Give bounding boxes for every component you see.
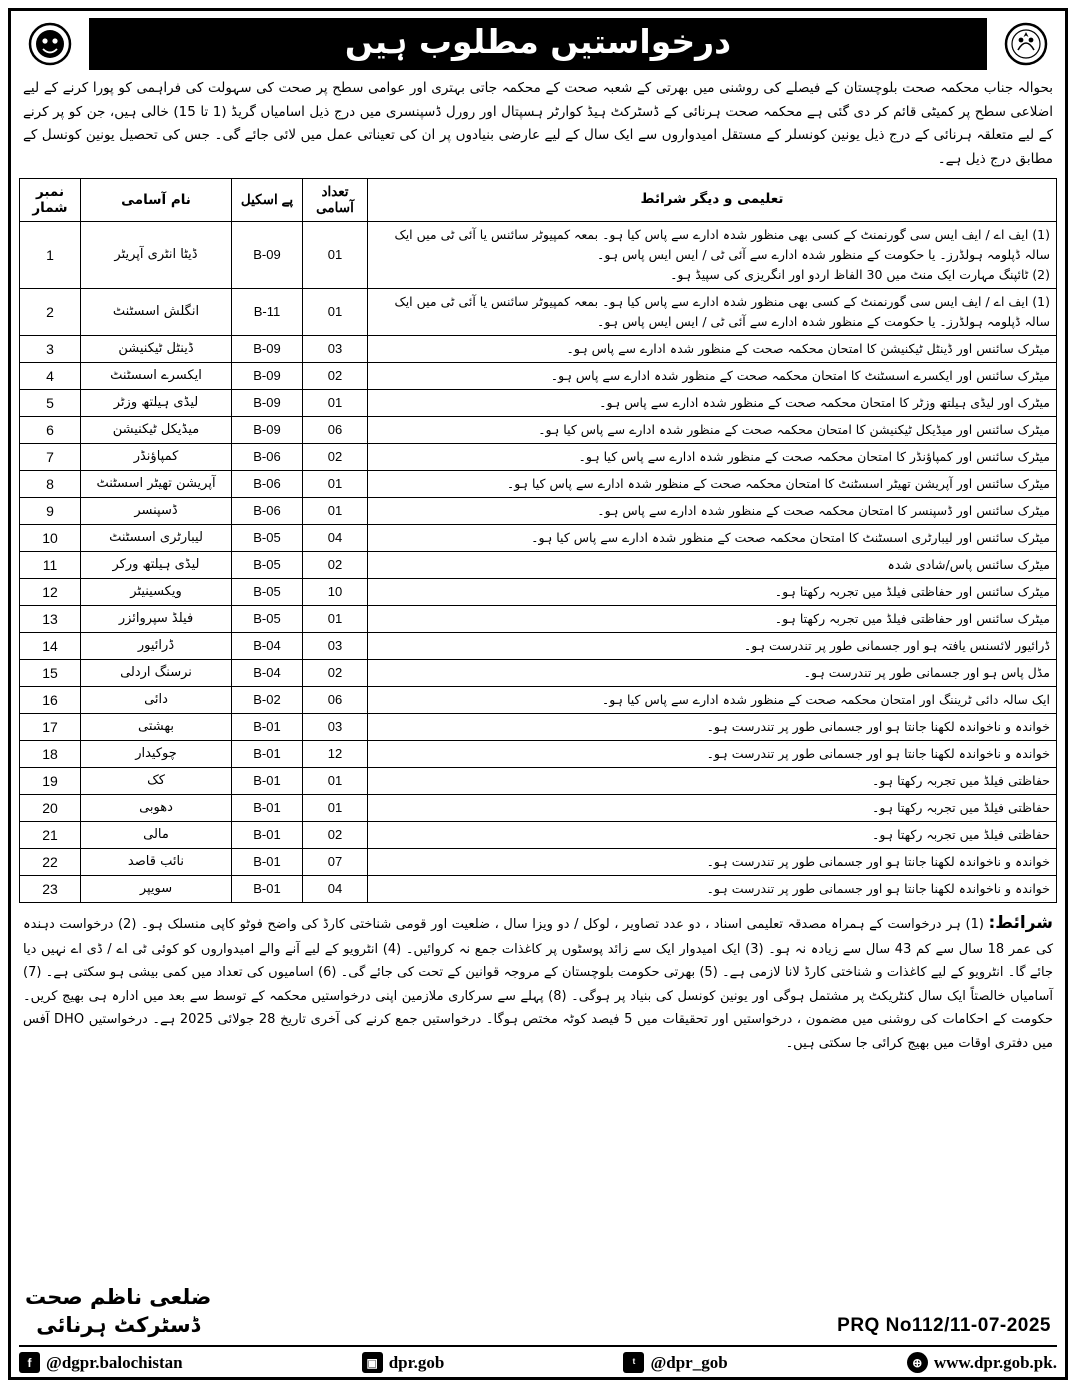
qualification-line: میٹرک سائنس اور آپریشن تھیٹر اسسٹنٹ کا امتحان محکمہ صحت کے منظور شدہ ادارے سے پاس کیا ہو۔ <box>506 475 1050 491</box>
govt-seal-left-icon <box>19 17 81 71</box>
cell-bps: B-01 <box>232 794 303 821</box>
cell-serial: 21 <box>20 821 81 848</box>
social-link-twitter[interactable] <box>623 1352 727 1373</box>
cell-post-name: دائی <box>81 686 232 713</box>
header-serial: نمبر شمار <box>20 178 81 221</box>
table-row <box>20 713 1057 740</box>
cell-count: 03 <box>303 713 368 740</box>
cell-bps: B-04 <box>232 659 303 686</box>
cell-count: 03 <box>303 632 368 659</box>
header-post-name: نام آسامی <box>81 178 232 221</box>
qualification-line: میٹرک سائنس اور حفاظتی فیلڈ میں تجربہ رکھتا ہو۔ <box>774 610 1050 626</box>
cell-serial: 17 <box>20 713 81 740</box>
facebook-icon: f <box>19 1352 40 1373</box>
qualification-line: خواندہ و ناخواندہ لکھنا جانتا ہو اور جسمانی طور پر تندرست ہو۔ <box>706 853 1050 869</box>
table-row <box>20 470 1057 497</box>
cell-bps: B-01 <box>232 767 303 794</box>
cell-qualification <box>368 389 1057 416</box>
conditions-text: (1) ہر درخواست کے ہمراہ مصدقہ تعلیمی اسناد ، دو عدد تصاویر ، لوکل / دو ویزا سال ، ضلعیت اور قومی شناختی کارڈ کی واضح فوٹو کاپی منسلک ہو۔ (2) درخواست دہندہ کی عمر 18 سال سے کم 43 سال سے زیادہ نہ ہو۔ (3) ایک امیدوار ایک سے زائد پوسٹوں پر کاغذات جمع نہ کروائیں۔ (4) انٹرویو کے لیے آنے والے امیدواروں کو کوئی ٹی اے / ڈی اے نہیں دیا جائے گا۔ انٹرویو کے لیے کاغذات و شناختی کارڈ لانا لازمی ہے۔ (5) بھرتی حکومت بلوچستان کے مروجہ قوانین کے تحت کی جائے گی۔ (6) اسامیوں کی تعداد میں کمی بیشی ہو سکتی ہے۔ (7) آسامیاں خالصتاً ایک سال کنٹریکٹ پر مشتمل ہوگی اور یونین کونسل کی بنیاد پر ہوگی۔ (8) پہلے سے سرکاری ملازمین اپنی درخواستیں محکمہ کے توسط سے بعد میں ادارہ ہی بھیج کریں۔ حکومت کے احکامات کی روشنی میں مضمون ، درخواستیں اور تحقیقات میں 5 فیصد کوٹہ مختص ہوگا۔ درخواستیں جمع کرنے کی آخری تاریخ 28 جولائی 2025 ہے۔ درخواستیں DHO آفس میں دفتری اوقات میں بھیج کرائی جا سکتی ہیں۔ <box>23 916 1054 1051</box>
qualification-line: میٹرک سائنس اور حفاظتی فیلڈ میں تجربہ رکھتا ہو۔ <box>774 583 1050 599</box>
cell-post-name: ڈیٹا انٹری آپریٹر <box>81 221 232 288</box>
cell-post-name: لیڈی ہیلتھ ورکر <box>81 551 232 578</box>
table-row <box>20 221 1057 288</box>
qualification-line: میٹرک سائنس اور لیبارٹری اسسٹنٹ کا امتحان محکمہ صحت کے منظور شدہ ادارے سے پاس کیا ہو۔ <box>531 529 1050 545</box>
header-qualification: تعلیمی و دیگر شرائط <box>368 178 1057 221</box>
social-link-facebook[interactable] <box>19 1352 183 1373</box>
header-bps: پے اسکیل <box>232 178 303 221</box>
cell-qualification <box>368 848 1057 875</box>
table-row <box>20 767 1057 794</box>
cell-qualification <box>368 443 1057 470</box>
qualification-line: حفاظتی فیلڈ میں تجربہ رکھتا ہو۔ <box>872 826 1050 842</box>
table-row <box>20 659 1057 686</box>
cell-bps: B-01 <box>232 875 303 902</box>
social-link-label: www.dpr.gob.pk. <box>933 1352 1057 1372</box>
cell-post-name: کک <box>81 767 232 794</box>
cell-qualification <box>368 713 1057 740</box>
cell-post-name: ڈرائیور <box>81 632 232 659</box>
cell-qualification <box>368 288 1057 335</box>
cell-post-name: ڈینٹل ٹیکنیشن <box>81 335 232 362</box>
govt-seal-right-icon <box>995 17 1057 71</box>
cell-qualification <box>368 767 1057 794</box>
cell-post-name: چوکیدار <box>81 740 232 767</box>
cell-count: 01 <box>303 794 368 821</box>
cell-bps: B-05 <box>232 551 303 578</box>
cell-bps: B-01 <box>232 848 303 875</box>
cell-count: 06 <box>303 686 368 713</box>
qualification-line: میٹرک سائنس اور ڈینٹل ٹیکنیشن کا امتحان محکمہ صحت کے منظور شدہ ادارے سے پاس ہو۔ <box>566 340 1050 356</box>
signatory-title: ضلعی ناظم صحت <box>25 1285 212 1310</box>
social-link-globe[interactable] <box>907 1352 1057 1373</box>
qualification-line: میٹرک اور لیڈی ہیلتھ وزٹر کا امتحان محکمہ صحت کے منظور شدہ ادارے سے پاس ہو۔ <box>599 394 1050 410</box>
instagram-icon: ▣ <box>362 1352 383 1373</box>
social-link-label: @dpr_gob <box>650 1352 728 1372</box>
table-row <box>20 632 1057 659</box>
cell-bps: B-01 <box>232 713 303 740</box>
table-row <box>20 335 1057 362</box>
table-row <box>20 821 1057 848</box>
cell-serial: 16 <box>20 686 81 713</box>
cell-qualification <box>368 524 1057 551</box>
qualification-line: حفاظتی فیلڈ میں تجربہ رکھتا ہو۔ <box>872 772 1050 788</box>
conditions-label: شرائط: <box>988 912 1053 933</box>
cell-qualification <box>368 578 1057 605</box>
table-row <box>20 524 1057 551</box>
table-header-row <box>20 178 1057 221</box>
cell-count: 02 <box>303 551 368 578</box>
table-row <box>20 740 1057 767</box>
cell-post-name: کمپاؤنڈر <box>81 443 232 470</box>
cell-serial: 19 <box>20 767 81 794</box>
table-row <box>20 389 1057 416</box>
cell-bps: B-09 <box>232 221 303 288</box>
header-count: تعداد آسامی <box>303 178 368 221</box>
social-link-instagram[interactable] <box>362 1352 445 1373</box>
cell-serial: 13 <box>20 605 81 632</box>
cell-count: 04 <box>303 524 368 551</box>
intro-paragraph: بحوالہ جناب محکمہ صحت بلوچستان کے فیصلے کی روشنی میں بھرتی کے شعبہ صحت کے محکمہ جاتی بہتری اور عوامی سطح پر صحت کی سہولت کی فراہمی کو پورا کرنے کے لیے اضلاعی سطح پر کمیٹی قائم کر دی گئی ہے محکمہ صحت ہرنائی کے ڈسٹرکٹ ہیڈ کوارٹر ہسپتال اور رورل ڈسپنسری میں درج ذیل اسامیاں گریڈ (1 تا 15) خالی ہیں، جن کو پر کرنے کے لیے متعلقہ ہرنائی کے درج ذیل یونین کونسلر کے مستقل امیدواروں سے ایک سال کے لیے عارضی بنیادوں پر ان کی تعیناتی عمل میں لائی جائے گی۔ جس کی تحصیل یونین کونسل کے مطابق درج ذیل ہے۔ <box>23 80 1053 167</box>
table-row <box>20 875 1057 902</box>
cell-post-name: آپریشن تھیٹر اسسٹنٹ <box>81 470 232 497</box>
twitter-icon: ᵗ <box>623 1352 644 1373</box>
qualification-line: (1) ایف اے / ایف ایس سی گورنمنٹ کے کسی بھی منظور شدہ ادارے سے پاس کیا ہو۔ بمعہ کمپیوٹر سائنس یا آئی ٹی میں ایک سالہ ڈپلومہ ہولڈرز۔ یا حکومت کے منظور شدہ ادارے سے آئی ٹی / ایس ایس پاس ہو۔ <box>394 226 1050 262</box>
cell-bps: B-05 <box>232 524 303 551</box>
cell-qualification <box>368 632 1057 659</box>
cell-bps: B-11 <box>232 288 303 335</box>
table-row <box>20 686 1057 713</box>
qualification-line: حفاظتی فیلڈ میں تجربہ رکھتا ہو۔ <box>872 799 1050 815</box>
cell-qualification <box>368 794 1057 821</box>
cell-serial: 11 <box>20 551 81 578</box>
table-row <box>20 443 1057 470</box>
cell-serial: 6 <box>20 416 81 443</box>
social-link-label: @dgpr.balochistan <box>46 1352 183 1372</box>
cell-serial: 22 <box>20 848 81 875</box>
qualification-line: میٹرک سائنس اور ڈسپنسر کا امتحان محکمہ صحت کے منظور شدہ ادارے سے پاس ہو۔ <box>597 502 1050 518</box>
advertisement-footer <box>19 1280 1057 1339</box>
cell-count: 02 <box>303 362 368 389</box>
qualification-line: خواندہ و ناخواندہ لکھنا جانتا ہو اور جسمانی طور پر تندرست ہو۔ <box>706 880 1050 896</box>
cell-qualification <box>368 362 1057 389</box>
globe-icon: ⊕ <box>907 1352 928 1373</box>
cell-bps: B-05 <box>232 605 303 632</box>
cell-bps: B-01 <box>232 821 303 848</box>
cell-bps: B-09 <box>232 335 303 362</box>
social-links-bar <box>19 1345 1057 1373</box>
cell-qualification <box>368 605 1057 632</box>
table-row <box>20 578 1057 605</box>
social-link-label: dpr.gob <box>388 1352 445 1372</box>
qualification-line: خواندہ و ناخواندہ لکھنا جانتا ہو اور جسمانی طور پر تندرست ہو۔ <box>706 745 1050 761</box>
cell-post-name: میڈیکل ٹیکنیشن <box>81 416 232 443</box>
cell-bps: B-04 <box>232 632 303 659</box>
cell-bps: B-06 <box>232 443 303 470</box>
cell-post-name: ڈسپنسر <box>81 497 232 524</box>
qualification-line: میٹرک سائنس اور ایکسرے اسسٹنٹ کا امتحان محکمہ صحت کے منظور شدہ ادارے سے پاس ہو۔ <box>550 367 1050 383</box>
cell-post-name: انگلش اسسٹنٹ <box>81 288 232 335</box>
page-title: درخواستیں مطلوب ہیں <box>89 18 987 70</box>
signatory-block <box>25 1284 211 1339</box>
signatory-district: ڈسٹرکٹ ہرنائی <box>36 1312 200 1337</box>
cell-qualification <box>368 335 1057 362</box>
cell-count: 04 <box>303 875 368 902</box>
cell-serial: 12 <box>20 578 81 605</box>
table-row <box>20 497 1057 524</box>
qualification-line: ایک سالہ دائی ٹریننگ اور امتحان محکمہ صحت کے منظور شدہ ادارے سے پاس کیا ہو۔ <box>601 691 1050 707</box>
cell-serial: 18 <box>20 740 81 767</box>
cell-bps: B-06 <box>232 497 303 524</box>
vacancies-table <box>19 178 1057 903</box>
cell-qualification <box>368 821 1057 848</box>
table-row <box>20 848 1057 875</box>
cell-serial: 10 <box>20 524 81 551</box>
cell-count: 01 <box>303 221 368 288</box>
cell-serial: 1 <box>20 221 81 288</box>
cell-bps: B-05 <box>232 578 303 605</box>
cell-post-name: دھوبی <box>81 794 232 821</box>
cell-count: 02 <box>303 659 368 686</box>
qualification-line: میٹرک سائنس پاس/شادی شدہ <box>887 556 1050 572</box>
cell-serial: 23 <box>20 875 81 902</box>
cell-count: 02 <box>303 443 368 470</box>
cell-qualification <box>368 470 1057 497</box>
cell-post-name: فیلڈ سپروائزر <box>81 605 232 632</box>
conditions-block <box>19 903 1057 1060</box>
cell-post-name: لیبارٹری اسسٹنٹ <box>81 524 232 551</box>
advertisement-frame <box>8 8 1068 1380</box>
cell-post-name: سویپر <box>81 875 232 902</box>
qualification-line: ڈرائیور لائسنس یافتہ ہو اور جسمانی طور پر تندرست ہو۔ <box>743 637 1050 653</box>
cell-count: 02 <box>303 821 368 848</box>
qualification-line: مڈل پاس ہو اور جسمانی طور پر تندرست ہو۔ <box>803 664 1050 680</box>
prq-number: PRQ No112/11-07-2025 <box>837 1315 1051 1336</box>
cell-count: 01 <box>303 605 368 632</box>
cell-bps: B-09 <box>232 389 303 416</box>
cell-qualification <box>368 221 1057 288</box>
cell-count: 10 <box>303 578 368 605</box>
cell-serial: 3 <box>20 335 81 362</box>
cell-serial: 7 <box>20 443 81 470</box>
cell-bps: B-06 <box>232 470 303 497</box>
cell-count: 06 <box>303 416 368 443</box>
cell-post-name: بھشتی <box>81 713 232 740</box>
cell-count: 01 <box>303 470 368 497</box>
cell-bps: B-09 <box>232 416 303 443</box>
table-row <box>20 416 1057 443</box>
cell-serial: 15 <box>20 659 81 686</box>
table-row <box>20 605 1057 632</box>
cell-serial: 2 <box>20 288 81 335</box>
cell-serial: 14 <box>20 632 81 659</box>
table-row <box>20 794 1057 821</box>
advertisement-header <box>19 17 1057 71</box>
cell-qualification <box>368 686 1057 713</box>
cell-serial: 20 <box>20 794 81 821</box>
cell-post-name: ویکسینیٹر <box>81 578 232 605</box>
cell-count: 07 <box>303 848 368 875</box>
cell-post-name: نائب قاصد <box>81 848 232 875</box>
cell-count: 03 <box>303 335 368 362</box>
qualification-line: خواندہ و ناخواندہ لکھنا جانتا ہو اور جسمانی طور پر تندرست ہو۔ <box>706 718 1050 734</box>
cell-count: 01 <box>303 767 368 794</box>
cell-post-name: نرسنگ اردلی <box>81 659 232 686</box>
cell-count: 01 <box>303 288 368 335</box>
qualification-line: (2) ٹائپنگ مہارت ایک منٹ میں 30 الفاظ اردو اور انگریزی کی سپیڈ ہو۔ <box>670 266 1050 282</box>
cell-serial: 9 <box>20 497 81 524</box>
cell-serial: 4 <box>20 362 81 389</box>
cell-post-name: مالی <box>81 821 232 848</box>
cell-serial: 8 <box>20 470 81 497</box>
qualification-line: میٹرک سائنس اور میڈیکل ٹیکنیشن کا امتحان محکمہ صحت کے منظور شدہ ادارے سے پاس کیا ہو۔ <box>538 421 1050 437</box>
table-row <box>20 288 1057 335</box>
cell-qualification <box>368 551 1057 578</box>
table-row <box>20 551 1057 578</box>
cell-count: 01 <box>303 497 368 524</box>
cell-bps: B-02 <box>232 686 303 713</box>
cell-count: 01 <box>303 389 368 416</box>
cell-qualification <box>368 875 1057 902</box>
cell-post-name: ایکسرے اسسٹنٹ <box>81 362 232 389</box>
qualification-line: میٹرک سائنس اور کمپاؤنڈر کا امتحان محکمہ صحت کے منظور شدہ ادارے سے پاس کیا ہو۔ <box>578 448 1050 464</box>
cell-qualification <box>368 740 1057 767</box>
cell-post-name: لیڈی ہیلتھ وزٹر <box>81 389 232 416</box>
qualification-line: (1) ایف اے / ایف ایس سی گورنمنٹ کے کسی بھی منظور شدہ ادارے سے پاس کیا ہو۔ بمعہ کمپیوٹر سائنس یا آئی ٹی میں ایک سالہ ڈپلومہ ہولڈرز۔ یا حکومت کے منظور شدہ ادارے سے آئی ٹی / ایس ایس پاس ہو۔ <box>394 293 1050 329</box>
cell-qualification <box>368 659 1057 686</box>
cell-qualification <box>368 497 1057 524</box>
cell-qualification <box>368 416 1057 443</box>
cell-count: 12 <box>303 740 368 767</box>
cell-bps: B-09 <box>232 362 303 389</box>
cell-serial: 5 <box>20 389 81 416</box>
cell-bps: B-01 <box>232 740 303 767</box>
table-row <box>20 362 1057 389</box>
